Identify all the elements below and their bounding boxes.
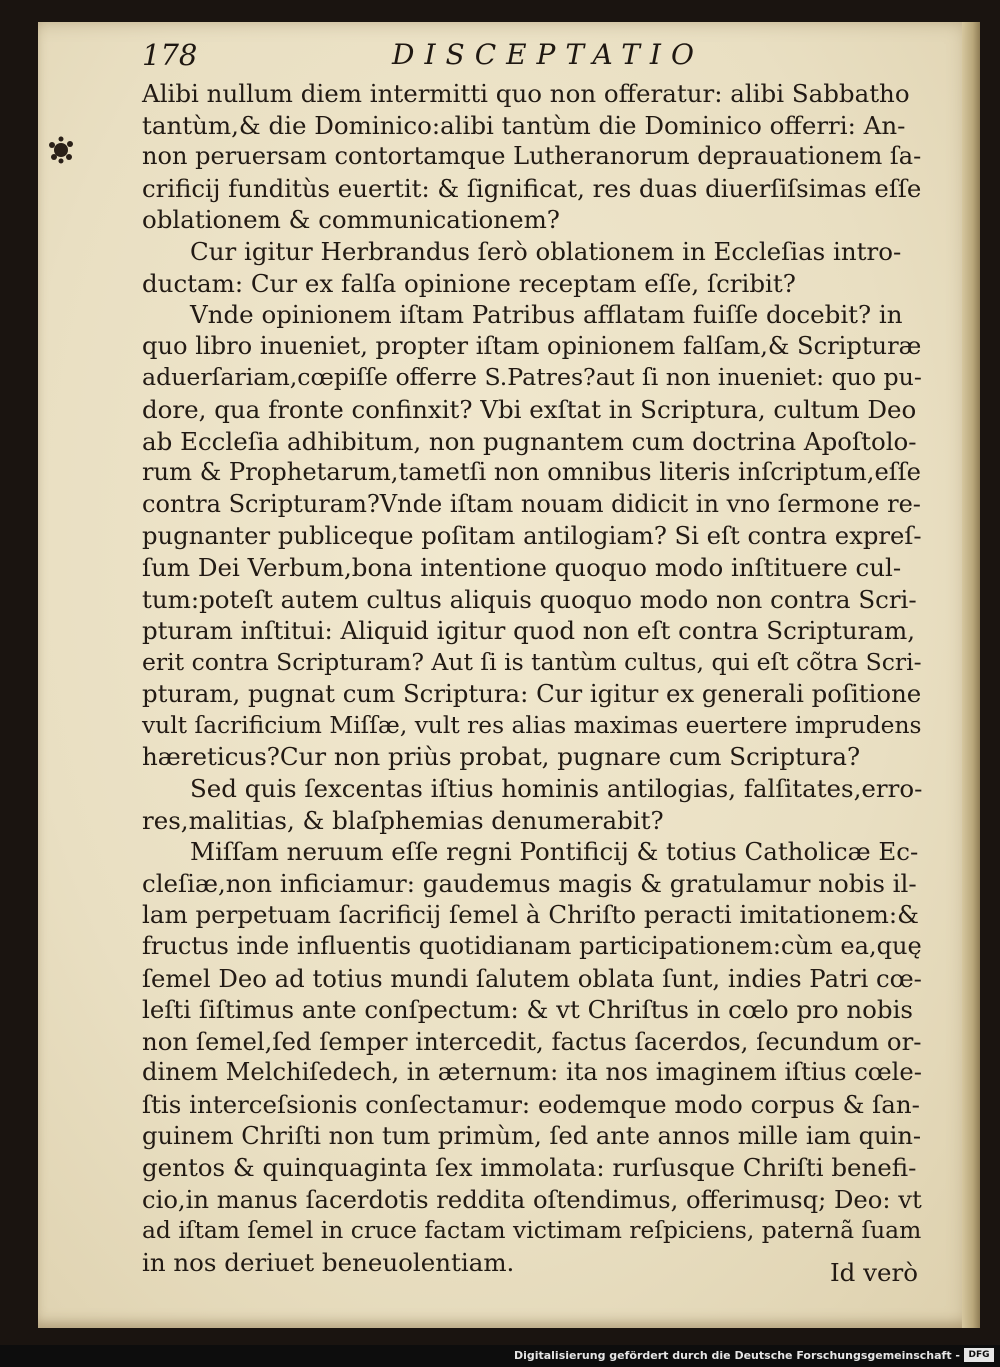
text-line: Cur igitur Herbrandus ſerò oblationem in Eccleſias intro- [190, 236, 902, 266]
running-head: DISCEPTATIO [392, 38, 704, 71]
page-edge [962, 22, 980, 1328]
text-line: ductam: Cur ex falſa opinione receptam eſſe, ſcribit? [142, 268, 796, 298]
page-number: 178 [142, 38, 198, 72]
text-line: rum & Prophetarum,tametſi non omnibus literis inſcriptum,eſſe [142, 458, 921, 487]
text-line: quo libro inueniet, propter iſtam opinionem falſam,& Scripturæ [142, 331, 922, 360]
text-line: Vnde opinionem iſtam Patribus afflatam fuiſſe docebit? in [190, 300, 903, 330]
text-line: dore, qua fronte confinxit? Vbi exſtat in Scriptura, cultum Deo [142, 394, 917, 424]
text-line: contra Scripturam?Vnde iſtam nouam didicit in vno ſermone re- [142, 489, 921, 518]
text-line: Sed quis ſexcentas iſtius hominis antilogias, falſitates,erro- [190, 774, 923, 804]
page-header [142, 38, 902, 78]
text-line: guinem Chriſti non tum primùm, ſed ante annos mille iam quin- [142, 1121, 922, 1150]
text-line: ſtis interceſsionis conſectamur: eodemque modo corpus & ſan- [142, 1090, 920, 1119]
text-line: tantùm,& die Dominico:alibi tantùm die Dominico offerri: An- [142, 110, 906, 140]
text-line: oblationem & communicationem? [142, 205, 560, 235]
text-line: erit contra Scripturam? Aut ſi is tantùm cultus, qui eſt cõtra Scri- [142, 647, 922, 676]
text-line: fructus inde influentis quotidianam participationem:cùm ea,quę [142, 932, 922, 961]
dfg-logo: DFG [964, 1348, 994, 1362]
text-line: cio,in manus ſacerdotis reddita oſtendimus, offerimusq; Deo: vt [142, 1184, 922, 1214]
text-line: leſti ſiſtimus ante conſpectum: & vt Chriſtus in cœlo pro nobis [142, 995, 914, 1025]
text-line: Alibi nullum diem intermitti quo non offeratur: alibi Sabbatho [142, 79, 910, 108]
text-line: pugnanter publiceque poſitam antilogiam? Si eſt contra expreſ- [142, 521, 922, 551]
text-line: ſemel Deo ad totius mundi ſalutem oblata ſunt, indies Patri cœ- [142, 963, 922, 993]
text-line: tum:poteſt autem cultus aliquis quoquo modo non contra Scri- [142, 584, 917, 614]
ink-blot-ornament [46, 135, 76, 165]
text-line: non ſemel,ſed ſemper intercedit, factus ſacerdos, ſecundum or- [142, 1026, 922, 1056]
text-line: hæreticus?Cur non priùs probat, pugnare cum Scriptura? [142, 742, 861, 772]
text-line: non peruersam contortamque Lutheranorum deprauationem ſa- [142, 142, 922, 171]
text-line: ad iſtam ſemel in cruce factam victimam reſpiciens, paternã ſuam [142, 1216, 922, 1245]
text-line: gentos & quinquaginta ſex immolata: rurſusque Chriſti benefi- [142, 1153, 917, 1183]
text-line: Miſſam neruum eſſe regni Pontificij & totius Catholicæ Ec- [190, 837, 919, 867]
body-text [142, 78, 922, 1279]
text-line: in nos deriuet beneuolentiam. [142, 1247, 515, 1277]
text-line: ab Eccleſia adhibitum, non pugnantem cum doctrina Apoſtolo- [142, 426, 917, 456]
text-line: ſum Dei Verbum,bona intentione quoquo modo inſtituere cul- [142, 552, 902, 582]
text-line: vult ſacrificium Miſſæ, vult res alias maximas euertere imprudens [142, 710, 922, 739]
text-line: pturam, pugnat cum Scriptura: Cur igitur ex generali poſitione [142, 679, 922, 709]
footer-bar [0, 1345, 1000, 1367]
text-line: lam perpetuam ſacrificij ſemel à Chriſto peracti imitationem:& [142, 900, 919, 930]
text-line: res,malitias, & blaſphemias denumerabit? [142, 805, 664, 835]
text-line: pturam inſtitui: Aliquid igitur quod non eſt contra Scripturam, [142, 616, 916, 646]
text-line: cleſiæ,non inficiamur: gaudemus magis & gratulamur nobis il- [142, 868, 917, 898]
catchword: Id verò [830, 1258, 918, 1287]
footer-credit: Digitalisierung gefördert durch die Deutsche Forschungsgemeinschaft - [513, 1349, 960, 1362]
text-line: dinem Melchiſedech, in æternum: ita nos imaginem iſtius cœle- [142, 1058, 922, 1087]
text-line: aduerſariam,cœpiſſe offerre S.Patres?aut ſi non inueniet: quo pu- [142, 363, 922, 392]
text-line: crificij funditùs euertit: & ſignificat, res duas diuerſiſsimas eſſe [142, 173, 922, 203]
